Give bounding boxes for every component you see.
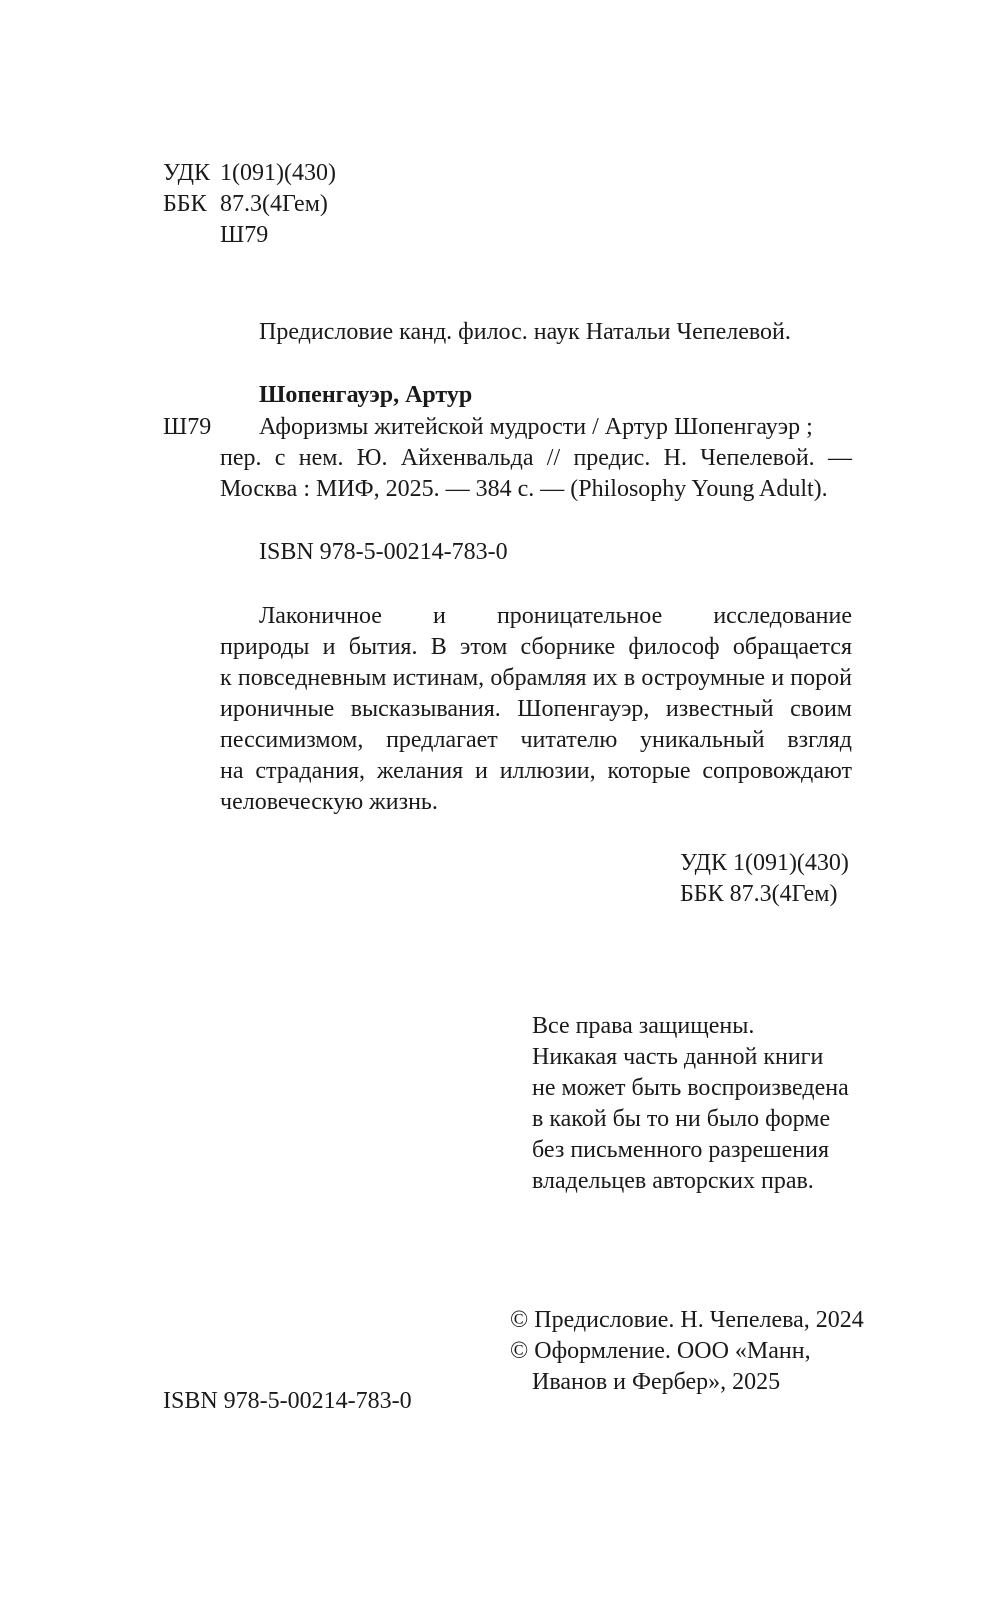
bib-line-title: Афоризмы житейской мудрости / Артур Шопенгауэр ; <box>259 414 813 440</box>
udk-bottom: УДК 1(091)(430) <box>680 850 849 876</box>
rights-line: владельцев авторских прав. <box>532 1168 814 1194</box>
copyright-block <box>510 1305 864 1398</box>
rights-line: без письменного разрешения <box>532 1137 830 1163</box>
bbk-label: ББК <box>163 191 207 217</box>
isbn-main: ISBN 978-5-00214-783-0 <box>259 539 508 565</box>
annotation-paragraph <box>220 601 852 818</box>
bbk-value: 87.3(4Гем) <box>220 191 328 217</box>
author-heading: Шопенгауэр, Артур <box>259 382 473 408</box>
annotation-line: ироничные высказывания. Шопенгауэр, известный своим <box>220 696 852 722</box>
annotation-line: к повседневным истинам, обрамляя их в остроумные и порой <box>220 665 852 691</box>
rights-line: Никакая часть данной книги <box>532 1044 824 1070</box>
author-sign: Ш79 <box>163 414 212 440</box>
annotation-line: пессимизмом, предлагает читателю уникальный взгляд <box>220 727 852 753</box>
copyright-design-cont: Иванов и Фербер», 2025 <box>532 1369 781 1395</box>
copyright-design: © Оформление. ООО «Манн, <box>510 1338 811 1364</box>
rights-line: Все права защищены. <box>532 1013 755 1039</box>
bbk-bottom: ББК 87.3(4Гем) <box>680 881 838 907</box>
bib-line-translator: пер. с нем. Ю. Айхенвальда // предис. Н. Чепелевой. — <box>220 445 852 471</box>
preface-note: Предисловие канд. филос. наук Натальи Чепелевой. <box>259 319 791 345</box>
copyright-preface: © Предисловие. Н. Чепелева, 2024 <box>510 1307 864 1333</box>
classification-block-top <box>163 158 336 251</box>
isbn-bottom: ISBN 978-5-00214-783-0 <box>163 1388 412 1414</box>
classification-block-bottom <box>680 848 849 910</box>
udk-label: УДК <box>163 160 210 186</box>
annotation-line: Лаконичное и проницательное исследование <box>259 603 852 629</box>
rights-line: не может быть воспроизведена <box>532 1075 849 1101</box>
bbk-row <box>163 189 336 220</box>
author-sign-row <box>163 220 336 251</box>
annotation-line: человеческую жизнь. <box>220 789 438 815</box>
rights-line: в какой бы то ни было форме <box>532 1106 831 1132</box>
rights-notice <box>532 1011 849 1197</box>
author-sign-top: Ш79 <box>220 222 269 248</box>
annotation-line: на страдания, желания и иллюзии, которые сопровождают <box>220 758 852 784</box>
udk-row <box>163 158 336 189</box>
bib-line-publisher: Москва : МИФ, 2025. — 384 с. — (Philosophy Young Adult). <box>220 476 828 502</box>
annotation-line: природы и бытия. В этом сборнике философ обращается <box>220 634 852 660</box>
udk-value: 1(091)(430) <box>220 160 336 186</box>
bib-continuation <box>220 443 852 505</box>
